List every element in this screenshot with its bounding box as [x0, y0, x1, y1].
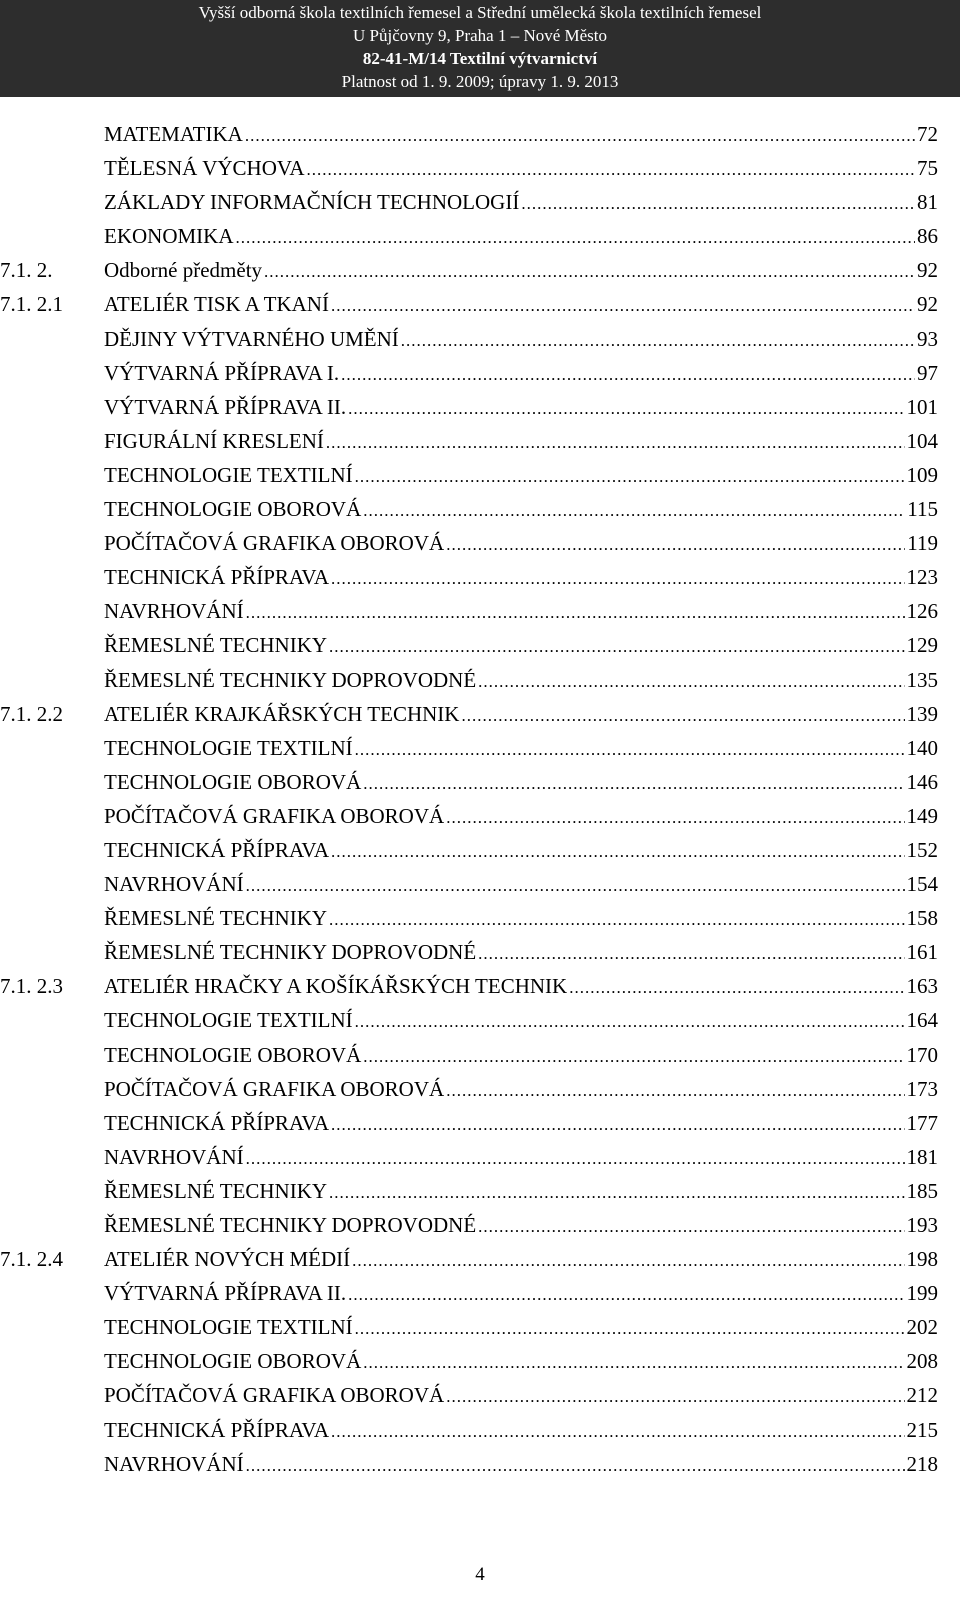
toc-entry-line	[104, 560, 938, 596]
toc-entry[interactable]	[0, 151, 960, 185]
table-of-contents	[0, 117, 960, 1481]
toc-leader-dots	[329, 1176, 904, 1210]
toc-entry-line	[104, 1106, 938, 1142]
toc-leader-dots	[446, 1074, 904, 1108]
toc-entry-line	[104, 628, 938, 664]
toc-entry[interactable]	[0, 969, 960, 1003]
toc-entry[interactable]	[0, 390, 960, 424]
toc-entry-title: TECHNOLOGIE OBOROVÁ	[104, 497, 362, 522]
toc-entry[interactable]	[0, 935, 960, 969]
page-header	[0, 0, 960, 97]
toc-section-number: 7.1. 2.1	[0, 292, 63, 317]
toc-page-number: 104	[906, 428, 938, 453]
toc-entry-title: TECHNICKÁ PŘÍPRAVA	[104, 837, 330, 862]
toc-entry-line	[104, 458, 938, 494]
toc-leader-dots	[331, 1415, 904, 1449]
toc-entry-line	[104, 1072, 938, 1108]
toc-entry-line	[104, 697, 938, 733]
toc-entry[interactable]	[0, 560, 960, 594]
toc-entry-line	[104, 424, 938, 460]
toc-entry-title: ŘEMESLNÉ TECHNIKY	[104, 906, 328, 931]
header-address: U Půjčovny 9, Praha 1 – Nové Město	[352, 26, 608, 45]
toc-page-number: 208	[906, 1349, 938, 1374]
toc-entry-line	[104, 901, 938, 937]
toc-entry-title: TECHNOLOGIE TEXTILNÍ	[104, 1008, 353, 1033]
toc-entry[interactable]	[0, 253, 960, 287]
toc-entry-title: VÝTVARNÁ PŘÍPRAVA II.	[104, 394, 347, 419]
toc-leader-dots	[352, 1244, 904, 1278]
toc-entry[interactable]	[0, 799, 960, 833]
toc-entry-title: ZÁKLADY INFORMAČNÍCH TECHNOLOGIÍ	[104, 190, 520, 215]
toc-entry-title: TECHNICKÁ PŘÍPRAVA	[104, 565, 330, 590]
toc-leader-dots	[329, 630, 904, 664]
toc-entry-title: ŘEMESLNÉ TECHNIKY DOPROVODNÉ	[104, 667, 477, 692]
toc-entry-line	[104, 1344, 938, 1380]
toc-page-number: 123	[906, 565, 938, 590]
toc-leader-dots	[363, 1346, 904, 1380]
toc-entry[interactable]	[0, 117, 960, 151]
toc-leader-dots	[478, 1210, 904, 1244]
toc-page-number: 215	[906, 1417, 938, 1442]
toc-page-number: 72	[917, 122, 938, 146]
toc-entry[interactable]	[0, 287, 960, 321]
toc-entry-title: ATELIÉR HRAČKY A KOŠÍKÁŘSKÝCH TECHNIK	[104, 974, 568, 999]
toc-leader-dots	[363, 767, 904, 801]
toc-entry[interactable]	[0, 219, 960, 253]
toc-entry-title: EKONOMIKA	[104, 224, 234, 249]
toc-page-number: 93	[917, 326, 938, 351]
toc-leader-dots	[341, 358, 915, 392]
toc-page-number: 177	[906, 1110, 938, 1135]
toc-leader-dots	[236, 221, 916, 255]
toc-entry-title: TECHNOLOGIE OBOROVÁ	[104, 769, 362, 794]
toc-entry-title: TECHNICKÁ PŘÍPRAVA	[104, 1417, 330, 1442]
toc-page-number: 119	[907, 531, 938, 556]
toc-leader-dots	[478, 665, 904, 699]
toc-entry[interactable]	[0, 1344, 960, 1378]
toc-entry-line	[104, 1413, 938, 1449]
toc-page-number: 163	[906, 974, 938, 999]
toc-entry-line	[104, 1140, 938, 1176]
toc-leader-dots	[326, 426, 905, 460]
toc-leader-dots	[245, 119, 915, 153]
toc-entry-title: NAVRHOVÁNÍ	[104, 872, 244, 897]
toc-entry-title: DĚJINY VÝTVARNÉHO UMĚNÍ	[104, 326, 399, 351]
toc-entry[interactable]	[0, 424, 960, 458]
toc-entry-title: ATELIÉR TISK A TKANÍ	[104, 292, 329, 317]
toc-leader-dots	[355, 733, 905, 767]
toc-entry-title: TECHNOLOGIE TEXTILNÍ	[104, 462, 353, 487]
toc-leader-dots	[569, 971, 904, 1005]
toc-entry-line	[104, 390, 938, 426]
toc-entry-title: Odborné předměty	[104, 258, 263, 283]
toc-leader-dots	[461, 699, 904, 733]
toc-entry[interactable]	[0, 1038, 960, 1072]
toc-page-number: 126	[906, 599, 938, 624]
toc-leader-dots	[355, 1312, 905, 1346]
toc-leader-dots	[264, 255, 915, 289]
toc-page-number: 152	[906, 837, 938, 862]
toc-entry-title: TĚLESNÁ VÝCHOVA	[104, 156, 305, 181]
toc-page-number: 170	[906, 1042, 938, 1067]
toc-leader-dots	[246, 1449, 905, 1483]
toc-entry-line	[104, 1242, 938, 1278]
toc-entry-line	[104, 322, 938, 358]
toc-entry-line	[104, 1174, 938, 1210]
toc-leader-dots	[331, 835, 904, 869]
toc-entry[interactable]	[0, 458, 960, 492]
toc-entry[interactable]	[0, 731, 960, 765]
toc-page-number: 154	[906, 872, 938, 897]
toc-entry-title: NAVRHOVÁNÍ	[104, 1144, 244, 1169]
header-school-name: Vyšší odborná škola textilních řemesel a Střední umělecká škola textilních řemesel	[198, 3, 762, 22]
header-validity: Platnost od 1. 9. 2009; úpravy 1. 9. 2013	[341, 72, 619, 91]
toc-leader-dots	[478, 937, 904, 971]
toc-entry-title: ATELIÉR KRAJKÁŘSKÝCH TECHNIK	[104, 701, 460, 726]
toc-entry-line	[104, 1378, 938, 1414]
toc-entry-title: POČÍTAČOVÁ GRAFIKA OBOROVÁ	[104, 1383, 445, 1408]
toc-entry[interactable]	[0, 322, 960, 356]
toc-page-number: 109	[906, 462, 938, 487]
toc-entry-line	[104, 799, 938, 835]
toc-entry[interactable]	[0, 628, 960, 662]
header-program: 82-41-M/14 Textilní výtvarnictví	[362, 49, 598, 68]
toc-leader-dots	[246, 596, 905, 630]
toc-section-number: 7.1. 2.3	[0, 974, 63, 999]
toc-entry-line	[104, 117, 938, 153]
toc-leader-dots	[329, 903, 904, 937]
toc-entry[interactable]	[0, 1378, 960, 1412]
toc-entry[interactable]	[0, 492, 960, 526]
toc-leader-dots	[446, 1380, 904, 1414]
toc-leader-dots	[401, 324, 915, 358]
toc-entry-line	[104, 219, 938, 255]
toc-page-number: 173	[906, 1076, 938, 1101]
toc-entry-title: ŘEMESLNÉ TECHNIKY	[104, 1178, 328, 1203]
toc-section-number: 7.1. 2.2	[0, 701, 63, 726]
toc-section-number: 7.1. 2.	[0, 258, 53, 283]
toc-leader-dots	[331, 1108, 904, 1142]
toc-entry[interactable]	[0, 1140, 960, 1174]
toc-entry-line	[104, 1447, 938, 1483]
toc-page-number: 81	[917, 190, 938, 215]
toc-entry-title: VÝTVARNÁ PŘÍPRAVA II.	[104, 1281, 347, 1306]
toc-leader-dots	[355, 1005, 905, 1039]
toc-entry-line	[104, 935, 938, 971]
toc-entry-line	[104, 969, 938, 1005]
toc-entry[interactable]	[0, 1072, 960, 1106]
toc-page-number: 146	[906, 769, 938, 794]
toc-entry[interactable]	[0, 1242, 960, 1276]
toc-page-number: 101	[906, 394, 938, 419]
toc-entry-line	[104, 1003, 938, 1039]
toc-page-number: 92	[917, 258, 938, 283]
toc-entry-title: TECHNOLOGIE OBOROVÁ	[104, 1042, 362, 1067]
toc-entry[interactable]	[0, 1106, 960, 1140]
toc-entry-line	[104, 492, 938, 528]
toc-page-number: 212	[906, 1383, 938, 1408]
toc-entry[interactable]	[0, 526, 960, 560]
toc-entry[interactable]	[0, 1003, 960, 1037]
toc-page-number: 86	[917, 224, 938, 249]
toc-entry[interactable]	[0, 1310, 960, 1344]
toc-entry-title: VÝTVARNÁ PŘÍPRAVA I.	[104, 360, 340, 385]
toc-entry-title: TECHNOLOGIE OBOROVÁ	[104, 1349, 362, 1374]
toc-entry-line	[104, 356, 938, 392]
toc-entry-line	[104, 1310, 938, 1346]
toc-entry-line	[104, 1276, 938, 1312]
toc-leader-dots	[355, 460, 905, 494]
toc-leader-dots	[363, 1040, 904, 1074]
toc-leader-dots	[446, 801, 904, 835]
toc-entry-title: ŘEMESLNÉ TECHNIKY	[104, 633, 328, 658]
toc-page-number: 75	[917, 156, 938, 181]
toc-entry[interactable]	[0, 1174, 960, 1208]
toc-entry-title: TECHNOLOGIE TEXTILNÍ	[104, 1315, 353, 1340]
toc-entry-title: POČÍTAČOVÁ GRAFIKA OBOROVÁ	[104, 1076, 445, 1101]
toc-entry-title: MATEMATIKA	[104, 122, 243, 146]
toc-page-number: 135	[906, 667, 938, 692]
toc-entry-title: POČÍTAČOVÁ GRAFIKA OBOROVÁ	[104, 803, 445, 828]
toc-entry[interactable]	[0, 1413, 960, 1447]
toc-entry-line	[104, 1038, 938, 1074]
toc-entry-title: TECHNICKÁ PŘÍPRAVA	[104, 1110, 330, 1135]
toc-entry-line	[104, 833, 938, 869]
toc-entry-line	[104, 185, 938, 221]
page-number: 4	[475, 1564, 485, 1585]
toc-entry[interactable]	[0, 1447, 960, 1481]
toc-leader-dots	[331, 289, 915, 323]
toc-entry[interactable]	[0, 697, 960, 731]
toc-entry[interactable]	[0, 594, 960, 628]
toc-leader-dots	[521, 187, 915, 221]
toc-entry-line	[104, 1208, 938, 1244]
toc-entry[interactable]	[0, 765, 960, 799]
toc-leader-dots	[348, 1278, 904, 1312]
toc-section-number: 7.1. 2.4	[0, 1247, 63, 1272]
toc-page-number: 97	[917, 360, 938, 385]
toc-page-number: 115	[907, 497, 938, 522]
toc-page-number: 149	[906, 803, 938, 828]
toc-leader-dots	[348, 392, 904, 426]
toc-entry-line	[104, 731, 938, 767]
toc-entry[interactable]	[0, 1276, 960, 1310]
toc-page-number: 218	[906, 1451, 938, 1476]
toc-entry-line	[104, 526, 938, 562]
toc-page-number: 164	[906, 1008, 938, 1033]
toc-page-number: 158	[906, 906, 938, 931]
toc-entry-title: NAVRHOVÁNÍ	[104, 1451, 244, 1476]
toc-entry[interactable]	[0, 833, 960, 867]
toc-page-number: 161	[906, 940, 938, 965]
toc-entry-line	[104, 151, 938, 187]
toc-entry-line	[104, 663, 938, 699]
toc-entry-line	[104, 253, 938, 289]
toc-entry-line	[104, 594, 938, 630]
toc-entry-line	[104, 287, 938, 323]
toc-leader-dots	[306, 153, 915, 187]
toc-leader-dots	[363, 494, 905, 528]
toc-entry-line	[104, 867, 938, 903]
toc-page-number: 92	[917, 292, 938, 317]
toc-page-number: 129	[906, 633, 938, 658]
toc-entry[interactable]	[0, 901, 960, 935]
toc-page-number: 198	[906, 1247, 938, 1272]
toc-entry-title: NAVRHOVÁNÍ	[104, 599, 244, 624]
toc-page-number: 181	[906, 1144, 938, 1169]
toc-entry-title: ŘEMESLNÉ TECHNIKY DOPROVODNÉ	[104, 1213, 477, 1237]
toc-page-number: 202	[906, 1315, 938, 1340]
toc-entry-title: POČÍTAČOVÁ GRAFIKA OBOROVÁ	[104, 531, 445, 556]
toc-entry[interactable]	[0, 1208, 960, 1242]
toc-page-number: 185	[906, 1178, 938, 1203]
toc-entry-title: TECHNOLOGIE TEXTILNÍ	[104, 735, 353, 760]
toc-entry-title: ATELIÉR NOVÝCH MÉDIÍ	[104, 1247, 351, 1272]
toc-leader-dots	[246, 869, 905, 903]
toc-entry[interactable]	[0, 663, 960, 697]
toc-leader-dots	[246, 1142, 905, 1176]
toc-entry[interactable]	[0, 185, 960, 219]
toc-page-number: 199	[906, 1281, 938, 1306]
toc-page-number: 139	[906, 701, 938, 726]
toc-entry[interactable]	[0, 356, 960, 390]
toc-leader-dots	[446, 528, 905, 562]
toc-entry-title: FIGURÁLNÍ KRESLENÍ	[104, 428, 324, 453]
toc-entry[interactable]	[0, 867, 960, 901]
toc-entry-line	[104, 765, 938, 801]
toc-leader-dots	[331, 562, 904, 596]
toc-page-number: 193	[906, 1213, 938, 1237]
toc-entry-title: ŘEMESLNÉ TECHNIKY DOPROVODNÉ	[104, 940, 477, 965]
toc-page-number: 140	[906, 735, 938, 760]
